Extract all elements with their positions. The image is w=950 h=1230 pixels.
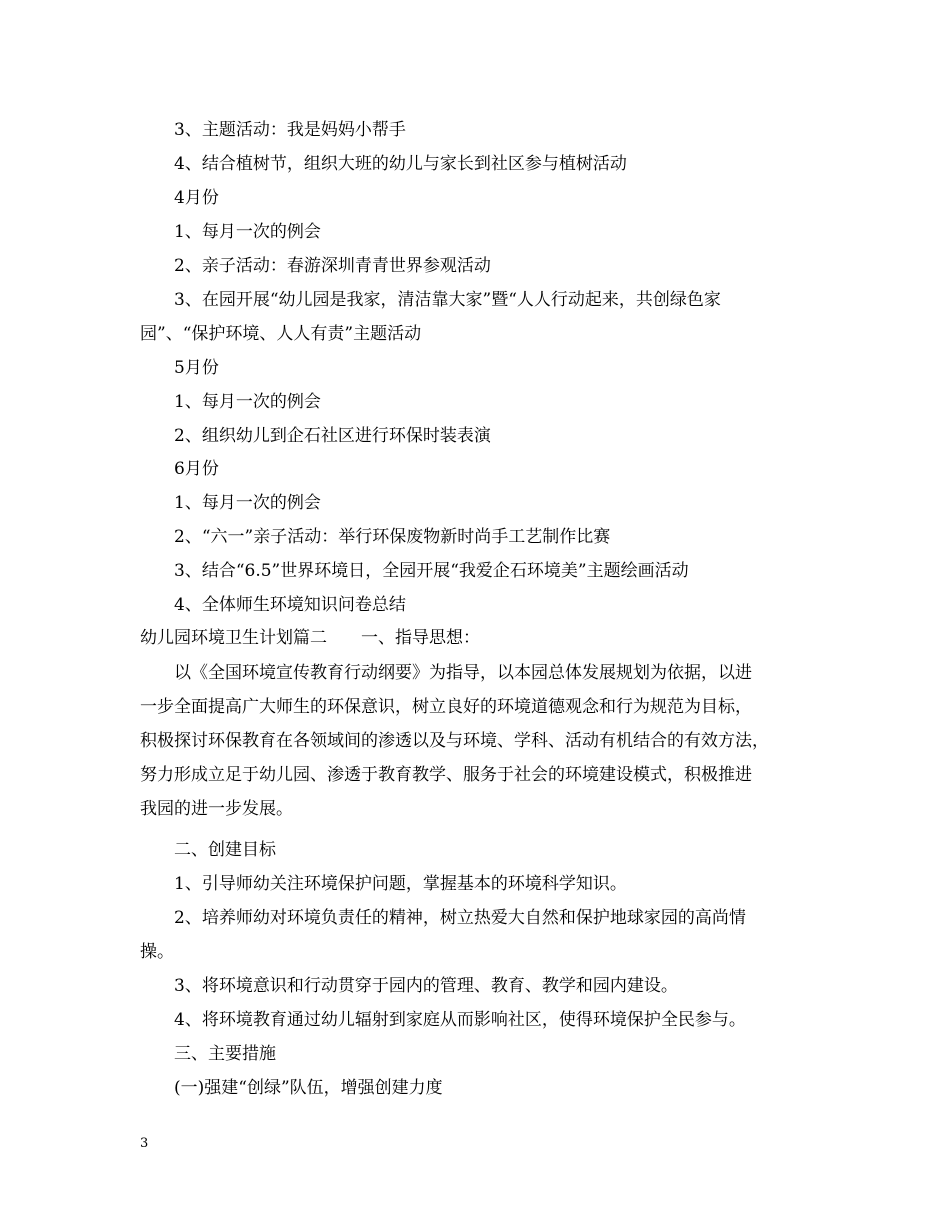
text-line: 积极探讨环保教育在各领域间的渗透以及与环境、学科、活动有机结合的有效方法， bbox=[140, 731, 769, 751]
text-line: 4、将环境教育通过幼儿辐射到家庭从而影响社区，使得环境保护全民参与。 bbox=[174, 1010, 746, 1030]
text-line: 3、结合“6.5”世界环境日，全园开展“我爱企石环境美”主题绘画活动 bbox=[174, 561, 689, 581]
text-line: 3、主题活动：我是妈妈小帮手 bbox=[174, 120, 406, 140]
text-line: 以《全国环境宣传教育行动纲要》为指导，以本园总体发展规划为依据，以进 bbox=[174, 663, 752, 683]
page-number: 3 bbox=[140, 1136, 149, 1151]
section-heading: 三、主要措施 bbox=[174, 1044, 276, 1064]
text-line: 一步全面提高广大师生的环保意识，树立良好的环境道德观念和行为规范为目标， bbox=[140, 697, 752, 717]
section-title: 幼儿园环境卫生计划篇二 一、指导思想： bbox=[140, 628, 480, 648]
text-line: (一)强建“创绿”队伍，增强创建力度 bbox=[174, 1078, 443, 1098]
text-line: 2、组织幼儿到企石社区进行环保时装表演 bbox=[174, 426, 491, 446]
month-heading: 4月份 bbox=[174, 188, 219, 208]
text-line: 3、将环境意识和行动贯穿于园内的管理、教育、教学和园内建设。 bbox=[174, 976, 678, 996]
text-line: 2、“六一”亲子活动：举行环保废物新时尚手工艺制作比赛 bbox=[174, 527, 611, 547]
text-line: 3、在园开展“幼儿园是我家，清洁靠大家”暨“人人行动起来，共创绿色家 bbox=[174, 290, 721, 310]
text-line: 4、全体师生环境知识问卷总结 bbox=[174, 595, 406, 615]
month-heading: 6月份 bbox=[174, 459, 219, 479]
text-line: 1、每月一次的例会 bbox=[174, 493, 321, 513]
text-line: 努力形成立足于幼儿园、渗透于教育教学、服务于社会的环境建设模式，积极推进 bbox=[140, 765, 752, 785]
text-line: 1、每月一次的例会 bbox=[174, 392, 321, 412]
section-heading: 二、创建目标 bbox=[174, 840, 276, 860]
text-line: 1、每月一次的例会 bbox=[174, 222, 321, 242]
text-line: 4、结合植树节，组织大班的幼儿与家长到社区参与植树活动 bbox=[174, 154, 627, 174]
text-line: 我园的进一步发展。 bbox=[140, 799, 293, 819]
text-line: 1、引导师幼关注环境保护问题，掌握基本的环境科学知识。 bbox=[174, 874, 627, 894]
month-heading: 5月份 bbox=[174, 358, 219, 378]
text-line: 园”、“保护环境、人人有责”主题活动 bbox=[140, 324, 422, 344]
text-line: 2、培养师幼对环境负责任的精神，树立热爱大自然和保护地球家园的高尚情 bbox=[174, 908, 746, 928]
text-line: 2、亲子活动：春游深圳青青世界参观活动 bbox=[174, 256, 491, 276]
text-line: 操。 bbox=[140, 942, 174, 962]
